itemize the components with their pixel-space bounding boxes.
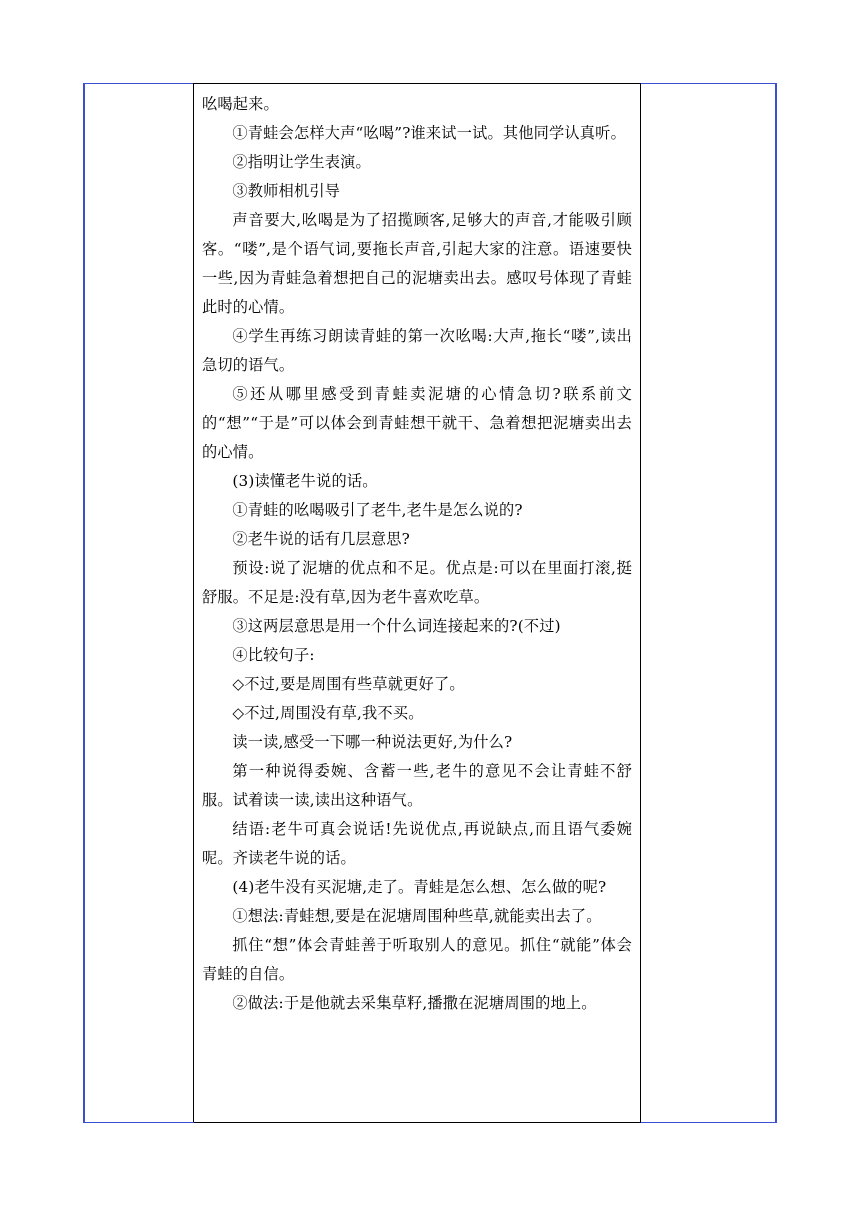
content-paragraph: (4)老牛没有买泥塘,走了。青蛙是怎么想、怎么做的呢?	[232, 878, 607, 896]
left-column-cell	[84, 84, 194, 1123]
lesson-plan-table	[83, 83, 777, 1123]
content-paragraph: ③教师相机引导	[232, 182, 341, 200]
content-paragraph: ④比较句子:	[232, 646, 315, 664]
content-paragraph: (3)读懂老牛说的话。	[232, 472, 378, 490]
content-paragraph: 读一读,感受一下哪一种说法更好,为什么?	[232, 733, 513, 751]
content-paragraph: ①想法:青蛙想,要是在泥塘周围种些草,就能卖出去了。	[232, 907, 602, 925]
lesson-content	[194, 84, 640, 1018]
content-paragraph: ①青蛙会怎样大声“吆喝”?谁来试一试。其他同学认真听。	[232, 124, 626, 142]
content-paragraph: ①青蛙的吆喝吸引了老牛,老牛是怎么说的?	[232, 501, 523, 519]
content-paragraph: 结语:老牛可真会说话!先说优点,再说缺点,而且语气委婉呢。齐读老牛说的话。	[202, 820, 632, 867]
content-paragraph: ②老牛说的话有几层意思?	[232, 530, 410, 548]
content-paragraph: ④学生再练习朗读青蛙的第一次吆喝:大声,拖长“喽”,读出急切的语气。	[202, 327, 632, 374]
content-paragraph: ◇不过,要是周围有些草就更好了。	[232, 675, 465, 693]
content-cell	[194, 84, 641, 1123]
content-paragraph: 预设:说了泥塘的优点和不足。优点是:可以在里面打滚,挺舒服。不足是:没有草,因为老牛喜欢吃草。	[202, 559, 632, 606]
content-paragraph: 抓住“想”体会青蛙善于听取别人的意见。抓住“就能”体会青蛙的自信。	[202, 936, 632, 983]
content-paragraph: ②指明让学生表演。	[232, 153, 371, 171]
content-paragraph: 吆喝起来。	[202, 95, 279, 113]
right-column-cell	[641, 84, 777, 1123]
content-paragraph: ②做法:于是他就去采集草籽,播撒在泥塘周围的地上。	[232, 994, 597, 1012]
table-row	[84, 84, 776, 1123]
content-paragraph: ⑤还从哪里感受到青蛙卖泥塘的心情急切?联系前文的“想”“于是”可以体会到青蛙想干就干、急着想把泥塘卖出去的心情。	[202, 385, 632, 461]
content-paragraph: ③这两层意思是用一个什么词连接起来的?(不过)	[232, 617, 561, 635]
content-paragraph: 声音要大,吆喝是为了招揽顾客,足够大的声音,才能吸引顾客。“喽”,是个语气词,要拖长声音,引起大家的注意。语速要快一些,因为青蛙急着想把自己的泥塘卖出去。感叹号体现了青蛙此时的心情。	[202, 211, 632, 316]
content-paragraph: 第一种说得委婉、含蓄一些,老牛的意见不会让青蛙不舒服。试着读一读,读出这种语气。	[202, 762, 632, 809]
content-paragraph: ◇不过,周围没有草,我不买。	[232, 704, 424, 722]
